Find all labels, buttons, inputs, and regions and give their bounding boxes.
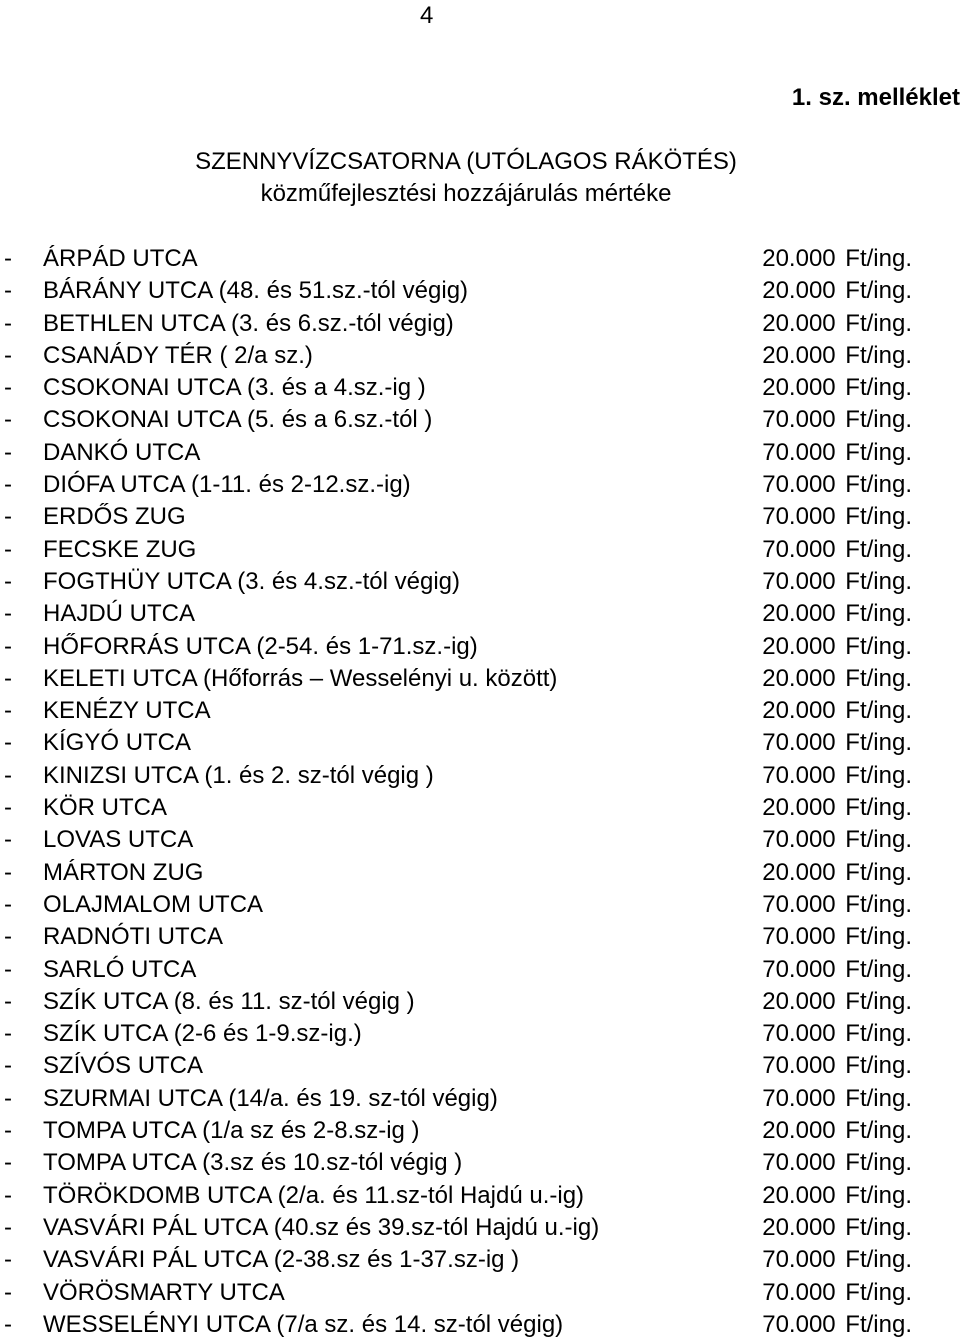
street-row (0, 372, 960, 404)
list-bullet: - (4, 1310, 12, 1338)
street-fee: 70.000 Ft/ing. (762, 955, 912, 983)
list-bullet: - (4, 374, 12, 402)
street-fee: 20.000 Ft/ing. (762, 1117, 912, 1145)
street-row (0, 340, 960, 372)
list-bullet: - (4, 664, 12, 692)
street-name: FECSKE ZUG (43, 535, 197, 563)
street-name: CSANÁDY TÉR ( 2/a sz.) (43, 341, 313, 369)
street-name: SZURMAI UTCA (14/a. és 19. sz-tól végig) (43, 1084, 498, 1112)
street-fee: 70.000 Ft/ing. (762, 1246, 912, 1274)
street-name: KELETI UTCA (Hőforrás – Wesselényi u. között) (43, 664, 558, 692)
street-row (0, 598, 960, 630)
street-row (0, 921, 960, 953)
list-bullet: - (4, 1246, 12, 1274)
street-row (0, 469, 960, 501)
street-row (0, 631, 960, 663)
street-row (0, 404, 960, 436)
street-name: LOVAS UTCA (43, 826, 194, 854)
street-fee: 70.000 Ft/ing. (762, 503, 912, 531)
street-name: ÁRPÁD UTCA (43, 245, 198, 272)
street-name: HAJDÚ UTCA (43, 600, 196, 628)
street-name: DANKÓ UTCA (43, 438, 201, 466)
street-fee: 70.000 Ft/ing. (762, 1278, 912, 1306)
street-fee: 70.000 Ft/ing. (762, 729, 912, 757)
street-name: CSOKONAI UTCA (5. és a 6.sz.-tól ) (43, 406, 433, 434)
street-row (0, 1018, 960, 1050)
list-bullet: - (4, 471, 12, 499)
street-row (0, 1244, 960, 1276)
street-name: KENÉZY UTCA (43, 697, 211, 725)
street-name: TOMPA UTCA (1/a sz és 2-8.sz-ig ) (43, 1117, 420, 1145)
street-name: DIÓFA UTCA (1-11. és 2-12.sz.-ig) (43, 471, 411, 499)
street-name: CSOKONAI UTCA (3. és a 4.sz.-ig ) (43, 374, 426, 402)
list-bullet: - (4, 245, 12, 272)
list-bullet: - (4, 567, 12, 595)
page-number: 4 (420, 2, 434, 29)
street-row (0, 308, 960, 340)
street-fee: 20.000 Ft/ing. (762, 277, 912, 305)
street-fee: 70.000 Ft/ing. (762, 535, 912, 563)
street-row (0, 243, 960, 275)
list-bullet: - (4, 1117, 12, 1145)
street-row (0, 1115, 960, 1147)
street-fee: 70.000 Ft/ing. (762, 1149, 912, 1177)
street-fee: 70.000 Ft/ing. (762, 761, 912, 789)
street-name: OLAJMALOM UTCA (43, 890, 264, 918)
street-fee: 70.000 Ft/ing. (762, 826, 912, 854)
street-name: SARLÓ UTCA (43, 955, 197, 983)
street-name: RADNÓTI UTCA (43, 923, 223, 951)
street-row (0, 889, 960, 921)
street-fee: 70.000 Ft/ing. (762, 890, 912, 918)
list-bullet: - (4, 600, 12, 628)
document-subtitle: közműfejlesztési hozzájárulás mértéke (260, 180, 672, 207)
street-row (0, 695, 960, 727)
street-name: FOGTHÜY UTCA (3. és 4.sz.-tól végig) (43, 567, 460, 595)
list-bullet: - (4, 277, 12, 305)
street-fee: 20.000 Ft/ing. (762, 664, 912, 692)
street-name: ERDŐS ZUG (43, 503, 186, 531)
street-name: KÍGYÓ UTCA (43, 729, 192, 757)
list-bullet: - (4, 1020, 12, 1048)
list-bullet: - (4, 826, 12, 854)
street-fee: 20.000 Ft/ing. (762, 858, 912, 886)
street-name: HŐFORRÁS UTCA (2-54. és 1-71.sz.-ig) (43, 632, 478, 660)
list-bullet: - (4, 1149, 12, 1177)
street-name: MÁRTON ZUG (43, 858, 204, 886)
street-row (0, 857, 960, 889)
street-name: SZÍK UTCA (8. és 11. sz-tól végig ) (43, 987, 415, 1015)
list-bullet: - (4, 1278, 12, 1306)
annex-label: 1. sz. melléklet (791, 84, 960, 111)
street-name: KINIZSI UTCA (1. és 2. sz-tól végig ) (43, 761, 434, 789)
street-row (0, 275, 960, 307)
list-bullet: - (4, 1084, 12, 1112)
street-row (0, 824, 960, 856)
street-fee: 70.000 Ft/ing. (762, 406, 912, 434)
street-fee: 70.000 Ft/ing. (762, 1052, 912, 1080)
street-row (0, 954, 960, 986)
street-row (0, 1050, 960, 1082)
street-fee-list (0, 243, 960, 1341)
street-fee: 70.000 Ft/ing. (762, 923, 912, 951)
street-row (0, 534, 960, 566)
street-row (0, 1180, 960, 1212)
list-bullet: - (4, 535, 12, 563)
street-fee: 20.000 Ft/ing. (762, 697, 912, 725)
list-bullet: - (4, 697, 12, 725)
street-fee: 70.000 Ft/ing. (762, 1084, 912, 1112)
street-fee: 20.000 Ft/ing. (762, 794, 912, 822)
list-bullet: - (4, 309, 12, 337)
street-row (0, 566, 960, 598)
list-bullet: - (4, 729, 12, 757)
street-row (0, 1212, 960, 1244)
street-name: TOMPA UTCA (3.sz és 10.sz-tól végig ) (43, 1149, 463, 1177)
street-fee: 20.000 Ft/ing. (762, 1213, 912, 1241)
street-name: SZÍK UTCA (2-6 és 1-9.sz-ig.) (43, 1020, 362, 1048)
list-bullet: - (4, 503, 12, 531)
list-bullet: - (4, 341, 12, 369)
street-row (0, 1309, 960, 1341)
street-fee: 20.000 Ft/ing. (762, 245, 912, 272)
street-row (0, 727, 960, 759)
street-name: BETHLEN UTCA (3. és 6.sz.-tól végig) (43, 309, 454, 337)
street-fee: 20.000 Ft/ing. (762, 1181, 912, 1209)
list-bullet: - (4, 1181, 12, 1209)
street-fee: 70.000 Ft/ing. (762, 438, 912, 466)
street-fee: 70.000 Ft/ing. (762, 1310, 912, 1338)
street-fee: 20.000 Ft/ing. (762, 632, 912, 660)
street-row (0, 986, 960, 1018)
list-bullet: - (4, 987, 12, 1015)
street-row (0, 663, 960, 695)
street-fee: 20.000 Ft/ing. (762, 374, 912, 402)
street-row (0, 1083, 960, 1115)
street-row (0, 437, 960, 469)
street-name: BÁRÁNY UTCA (48. és 51.sz.-tól végig) (43, 277, 469, 305)
list-bullet: - (4, 632, 12, 660)
street-name: VASVÁRI PÁL UTCA (40.sz és 39.sz-tól Hajdú u.-ig) (43, 1213, 600, 1241)
street-name: VASVÁRI PÁL UTCA (2-38.sz és 1-37.sz-ig ) (43, 1246, 520, 1274)
street-fee: 70.000 Ft/ing. (762, 471, 912, 499)
list-bullet: - (4, 1052, 12, 1080)
list-bullet: - (4, 890, 12, 918)
list-bullet: - (4, 858, 12, 886)
street-fee: 20.000 Ft/ing. (762, 600, 912, 628)
street-name: SZÍVÓS UTCA (43, 1052, 204, 1080)
street-fee: 20.000 Ft/ing. (762, 987, 912, 1015)
list-bullet: - (4, 923, 12, 951)
street-name: WESSELÉNYI UTCA (7/a sz. és 14. sz-tól végig) (43, 1310, 564, 1338)
street-row (0, 760, 960, 792)
list-bullet: - (4, 955, 12, 983)
street-row (0, 501, 960, 533)
street-fee: 20.000 Ft/ing. (762, 341, 912, 369)
document-title: SZENNYVÍZCSATORNA (UTÓLAGOS RÁKÖTÉS) (195, 148, 737, 175)
street-name: TÖRÖKDOMB UTCA (2/a. és 11.sz-tól Hajdú u.-ig) (43, 1181, 585, 1209)
street-fee: 20.000 Ft/ing. (762, 309, 912, 337)
street-fee: 70.000 Ft/ing. (762, 1020, 912, 1048)
list-bullet: - (4, 761, 12, 789)
list-bullet: - (4, 1213, 12, 1241)
street-name: KÖR UTCA (43, 794, 168, 822)
street-name: VÖRÖSMARTY UTCA (43, 1278, 285, 1306)
street-row (0, 1277, 960, 1309)
list-bullet: - (4, 438, 12, 466)
list-bullet: - (4, 794, 12, 822)
street-row (0, 1147, 960, 1179)
list-bullet: - (4, 406, 12, 434)
street-row (0, 792, 960, 824)
street-fee: 70.000 Ft/ing. (762, 567, 912, 595)
